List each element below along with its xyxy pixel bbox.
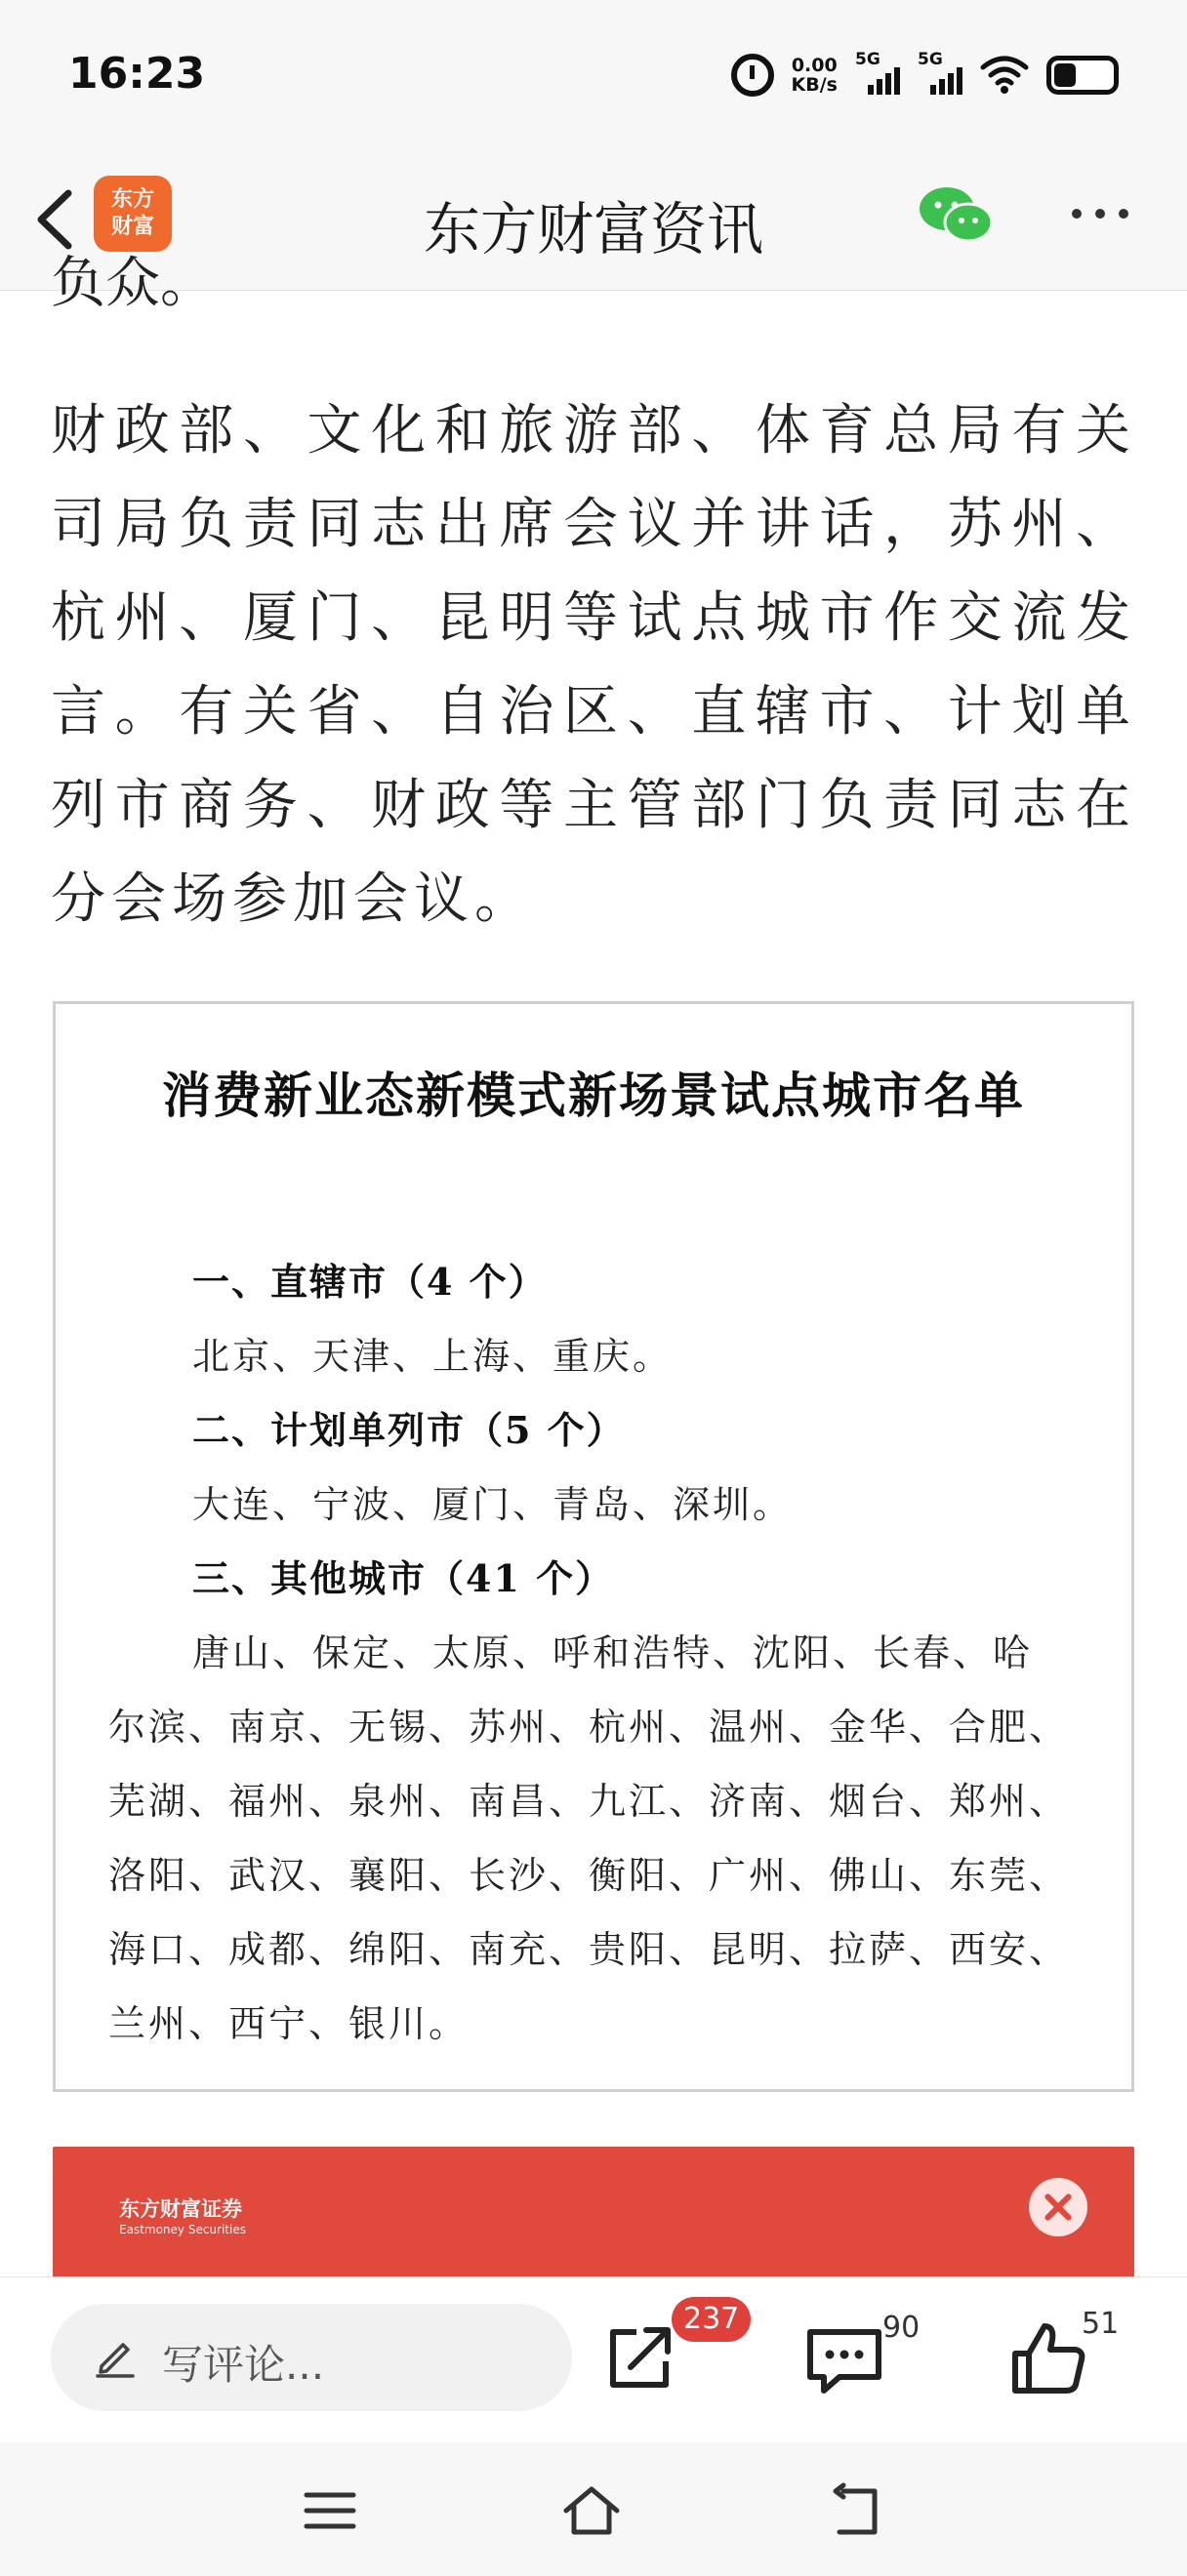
more-options-icon[interactable]: [1072, 209, 1128, 219]
status-bar: [0, 0, 1187, 146]
doc-section3-heading: 三、其他城市（41 个）: [192, 1556, 615, 1600]
pencil-icon: [94, 2335, 137, 2378]
doc-section2-text: 大连、宁波、厦门、青岛、深圳。: [192, 1483, 794, 1526]
bottom-action-bar: [0, 2276, 1187, 2442]
ad-logo-zh: 东方财富证券: [119, 2197, 242, 2221]
logo-line2: 财富: [110, 215, 154, 239]
comment-placeholder: 写评论...: [162, 2341, 325, 2389]
like-icon[interactable]: [1005, 2314, 1093, 2402]
logo-line1: 东方: [110, 187, 154, 212]
home-icon[interactable]: [562, 2481, 621, 2540]
net-speed-value: 0.00: [791, 55, 838, 76]
wifi-icon: [980, 56, 1029, 95]
comment-input[interactable]: [51, 2304, 572, 2411]
doc-section3-line: 洛阳、武汉、襄阳、长沙、衡阳、广州、佛山、东莞、: [108, 1854, 1070, 1897]
ad-logo-en: Eastmoney Securities: [119, 2223, 246, 2236]
doc-section1-heading: 一、直辖市（4 个）: [192, 1260, 548, 1304]
alarm-icon: [731, 54, 774, 97]
net-speed-unit: KB/s: [791, 74, 838, 96]
doc-section1-text: 北京、天津、上海、重庆。: [192, 1335, 674, 1378]
article-body: [0, 252, 1187, 2276]
doc-section3-line: 芜湖、福州、泉州、南昌、九江、济南、烟台、郑州、: [108, 1780, 1070, 1823]
ad-banner[interactable]: [53, 2147, 1134, 2283]
menu-icon[interactable]: [301, 2481, 359, 2540]
like-count: 51: [1082, 2307, 1120, 2341]
net-speed: [792, 56, 838, 95]
status-time: 16:23: [68, 49, 206, 99]
signal-5g-icon: [855, 50, 900, 97]
system-nav-bar: [0, 2442, 1187, 2576]
article-image-city-list[interactable]: [53, 1001, 1134, 2092]
signal-5g-icon: [918, 50, 962, 97]
doc-title: 消费新业态新模式新场景试点城市名单: [162, 1067, 1025, 1124]
doc-section3-line: 尔滨、南京、无锡、苏州、杭州、温州、金华、合肥、: [108, 1706, 1070, 1749]
signal-label: 5G: [855, 50, 880, 69]
article-paragraph: 财政部、文化和旅游部、体育总局有关司局负责同志出席会议并讲话，苏州、杭州、厦门、昆明等试点城市作交流发言。有关省、自治区、直辖市、计划单列市商务、财政等主管部门负责同志在分会场参加会议。: [51, 399, 1136, 931]
doc-section3-line: 海口、成都、绵阳、南充、贵阳、昆明、拉萨、西安、: [108, 1928, 1070, 1971]
comment-icon[interactable]: [800, 2314, 888, 2402]
page-title: 东方财富资讯: [423, 196, 763, 262]
share-icon[interactable]: [597, 2314, 685, 2402]
share-count-badge: 237: [672, 2297, 751, 2342]
signal-label: 5G: [918, 50, 943, 69]
battery-icon: [1046, 56, 1119, 95]
wechat-share-icon[interactable]: [918, 183, 994, 246]
status-icons: [731, 51, 1119, 100]
article-partial-line: 负众。: [51, 252, 215, 315]
doc-section3-line: 兰州、西宁、银川。: [108, 2002, 470, 2045]
ad-close-icon[interactable]: [1029, 2178, 1087, 2236]
doc-section2-heading: 二、计划单列市（5 个）: [192, 1408, 626, 1452]
back-nav-icon[interactable]: [828, 2481, 886, 2540]
doc-section3-line: 唐山、保定、太原、呼和浩特、沈阳、长春、哈: [192, 1631, 1034, 1674]
ad-logo: [119, 2194, 246, 2236]
comment-count: 90: [882, 2311, 921, 2345]
